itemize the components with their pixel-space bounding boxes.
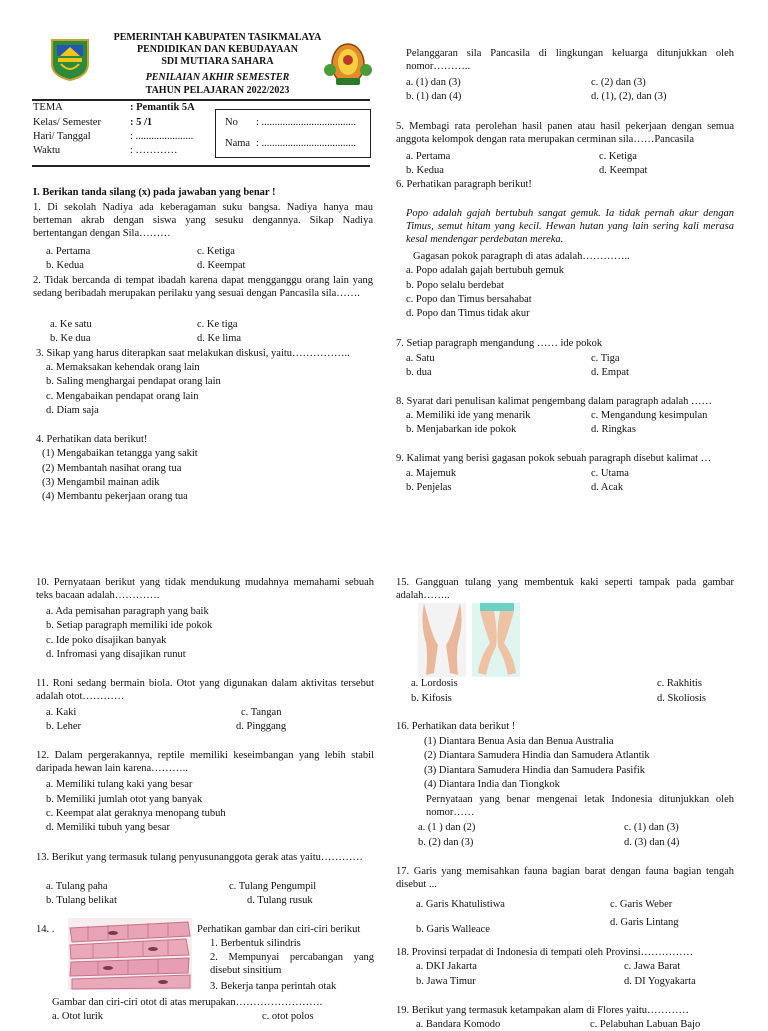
- q11-text: 11. Roni sedang bermain biola. Otot yang digunakan dalam aktivitas tersebut adalah otot…………: [36, 678, 374, 703]
- waktu-label: Waktu: [33, 145, 61, 156]
- q19-text: 19. Berikut yang termasuk ketampakan alam di Flores yaitu…………: [396, 1005, 690, 1016]
- q4-item-1: (1) Mengabaikan tetangga yang sakit: [42, 448, 198, 459]
- q5-option-c[interactable]: c. Ketiga: [599, 151, 637, 162]
- q15-option-b[interactable]: b. Kifosis: [411, 693, 452, 704]
- header-divider: [32, 99, 370, 101]
- q7-option-b[interactable]: b. dua: [406, 367, 432, 378]
- q6-subquestion: Gagasan pokok paragraph di atas adalah…………..: [413, 251, 630, 262]
- header-line-1: PEMERINTAH KABUPATEN TASIKMALAYA: [113, 32, 322, 43]
- q4-option-c[interactable]: c. (2) dan (3): [591, 77, 646, 88]
- q17-option-b[interactable]: b. Garis Walleace: [416, 924, 490, 935]
- q1-option-a[interactable]: a. Pertama: [46, 246, 91, 257]
- q6-option-d[interactable]: d. Popo dan Timus tidak akur: [406, 308, 530, 319]
- nama-label: Nama: [225, 138, 251, 149]
- q12-option-a[interactable]: a. Memiliki tulang kaki yang besar: [46, 779, 193, 790]
- q6-option-a[interactable]: a. Popo adalah gajah bertubuh gemuk: [406, 265, 565, 276]
- q16-item-2: (2) Diantara Samudera Hindia dan Samudera Atlantik: [424, 750, 650, 761]
- q9-option-a[interactable]: a. Majemuk: [406, 468, 457, 479]
- q9-option-b[interactable]: b. Penjelas: [406, 482, 452, 493]
- q19-option-a[interactable]: a. Bandara Komodo: [416, 1019, 501, 1030]
- q4-option-d[interactable]: d. (1), (2), dan (3): [591, 91, 667, 102]
- q4-option-b[interactable]: b. (1) dan (4): [406, 91, 462, 102]
- q16-item-1: (1) Diantara Benua Asia dan Benua Australia: [424, 736, 614, 747]
- q7-option-c[interactable]: c. Tiga: [591, 353, 620, 364]
- tema-value: : Pemantik 5A: [130, 102, 195, 113]
- q8-option-b[interactable]: b. Menjabarkan ide pokok: [406, 424, 517, 435]
- q2-option-d[interactable]: d. Ke lima: [197, 333, 242, 344]
- q3-option-a[interactable]: a. Memaksakan kehendak orang lain: [46, 362, 200, 373]
- q15-text: 15. Gangguan tulang yang membentuk kaki seperti tampak pada gambar adalah……..: [396, 577, 734, 602]
- q18-text: 18. Provinsi terpadat di Indonesia di tempati oleh Provinsi……………: [396, 947, 694, 958]
- q18-option-d[interactable]: d. DI Yogyakarta: [624, 976, 696, 987]
- q7-option-d[interactable]: d. Empat: [591, 367, 629, 378]
- q6-option-b[interactable]: b. Popo selalu berdebat: [406, 280, 504, 291]
- q16-option-d[interactable]: d. (3) dan (4): [624, 837, 680, 848]
- q17-option-c[interactable]: c. Garis Weber: [610, 899, 673, 910]
- q11-option-a[interactable]: a. Kaki: [46, 707, 77, 718]
- q9-text: 9. Kalimat yang berisi gagasan pokok sebuah paragraph disebut kalimat …: [396, 453, 712, 464]
- q14-subquestion: Gambar dan ciri-ciri otot di atas merupakan…………………….: [52, 997, 323, 1008]
- q14-option-a[interactable]: a. Otot lurik: [52, 1011, 104, 1022]
- q4-item-3: (3) Mengambil mainan adik: [42, 477, 160, 488]
- q18-option-a[interactable]: a. DKI Jakarta: [416, 961, 477, 972]
- info-divider: [32, 165, 370, 167]
- header-line-5: TAHUN PELAJARAN 2022/2023: [145, 85, 290, 96]
- q7-text: 7. Setiap paragraph mengandung …… ide pokok: [396, 338, 603, 349]
- q9-option-d[interactable]: d. Acak: [591, 482, 624, 493]
- q7-option-a[interactable]: a. Satu: [406, 353, 435, 364]
- q4-item-4: (4) Membantu pekerjaan orang tua: [42, 491, 188, 502]
- q16-text: 16. Perhatikan data berikut !: [396, 721, 516, 732]
- q5-option-b[interactable]: b. Kedua: [406, 165, 444, 176]
- no-field[interactable]: : ....................................: [256, 117, 357, 128]
- q13-option-d[interactable]: d. Tulang rusuk: [247, 895, 313, 906]
- q8-option-d[interactable]: d. Ringkas: [591, 424, 636, 435]
- q6-option-c[interactable]: c. Popo dan Timus bersahabat: [406, 294, 532, 305]
- q18-option-b[interactable]: b. Jawa Timur: [416, 976, 476, 987]
- q14-intro: Perhatikan gambar dan ciri-ciri berikut: [197, 924, 361, 935]
- q13-option-b[interactable]: b. Tulang belikat: [46, 895, 117, 906]
- q16-option-c[interactable]: c. (1) dan (3): [624, 822, 679, 833]
- q14-number: 14. .: [36, 924, 55, 935]
- q17-text: 17. Garis yang memisahkan fauna bagian barat dengan fauna bagian tengah disebut ...: [396, 866, 734, 891]
- q10-text: 10. Pernyataan berikut yang tidak mendukung mudahnya memahami sebuah teks bacaan adalah………….: [36, 577, 374, 602]
- kelas-value: : 5 /1: [130, 117, 153, 128]
- q12-option-c[interactable]: c. Keempat alat geraknya menopang tubuh: [46, 808, 226, 819]
- q10-option-a[interactable]: a. Ada pemisahan paragraph yang baik: [46, 606, 209, 617]
- q10-option-d[interactable]: d. Infromasi yang disajikan runut: [46, 649, 186, 660]
- q16-subquestion: Pernyataan yang benar mengenai letak Indonesia ditunjukkan oleh nomor……: [426, 794, 734, 819]
- q3-option-c[interactable]: c. Mengabaikan pendapat orang lain: [46, 391, 199, 402]
- q12-text: 12. Dalam pergerakannya, reptile memiliki keseimbangan yang lebih stabil daripada hewan lain karena………..: [36, 750, 374, 775]
- hari-label: Hari/ Tanggal: [33, 131, 91, 142]
- nama-field[interactable]: : ....................................: [256, 138, 357, 149]
- q11-option-b[interactable]: b. Leher: [46, 721, 81, 732]
- hari-value: : ......................: [130, 131, 194, 142]
- q2-option-a[interactable]: a. Ke satu: [50, 319, 92, 330]
- q18-option-c[interactable]: c. Jawa Barat: [624, 961, 681, 972]
- tema-label: TEMA: [33, 102, 63, 113]
- school-logo: [322, 40, 374, 91]
- q13-option-c[interactable]: c. Tulang Pengumpil: [229, 881, 317, 892]
- q16-option-a[interactable]: a. (1 ) dan (2): [418, 822, 476, 833]
- q13-text: 13. Berikut yang termasuk tulang penyusunanggota gerak atas yaitu…………: [36, 852, 363, 863]
- q8-option-c[interactable]: c. Mengandung kesimpulan: [591, 410, 708, 421]
- q15-option-c[interactable]: c. Rakhitis: [657, 678, 702, 689]
- q11-option-c[interactable]: c. Tangan: [241, 707, 282, 718]
- q16-option-b[interactable]: b. (2) dan (3): [418, 837, 474, 848]
- q15-option-a[interactable]: a. Lordosis: [411, 678, 458, 689]
- q1-option-d[interactable]: d. Keempat: [197, 260, 246, 271]
- district-logo: [48, 36, 92, 85]
- q10-option-c[interactable]: c. Ide poko disajikan banyak: [46, 635, 167, 646]
- q5-text: 5. Membagi rata perolehan hasil panen atau hasil pekerjaan dengan semua anggota kelompok dengan rata merupakan cerminan sila……Pancasila: [396, 121, 734, 146]
- q17-option-d[interactable]: d. Garis Lintang: [610, 917, 679, 928]
- q5-option-d[interactable]: d. Keempat: [599, 165, 648, 176]
- q15-option-d[interactable]: d. Skoliosis: [657, 693, 707, 704]
- header-line-4: PENILAIAN AKHIR SEMESTER: [145, 72, 290, 83]
- q4-item-2: (2) Membantah nasihat orang tua: [42, 463, 182, 474]
- q14-item-2: 2. Mempunyai percabangan yang disebut sinsitium: [210, 952, 374, 977]
- q4-option-a[interactable]: a. (1) dan (3): [406, 77, 461, 88]
- q6-paragraph: Popo adalah gajah bertubuh sangat gemuk. Ia tidak pernah akur dengan Timus, semut hitam yang kecil. Hewan hutan yang lain sering kali merasa kesal mendengar perdebatan mereka.: [406, 208, 734, 246]
- q8-option-a[interactable]: a. Memiliki ide yang menarik: [406, 410, 531, 421]
- legs-image: [418, 603, 520, 680]
- q2-text: 2. Tidak bercanda di tempat ibadah karena dapat mengganggu orang lain yang sedang beribadah merupakan perilaku yang sesuai dengan Pancasila sila…….: [33, 275, 373, 300]
- q14-item-1: 1. Berbentuk silindris: [210, 938, 301, 949]
- kelas-label: Kelas/ Semester: [33, 117, 101, 128]
- q17-option-a[interactable]: a. Garis Khatulistiwa: [416, 899, 505, 910]
- q12-option-b[interactable]: b. Memiliki jumlah otot yang banyak: [46, 794, 203, 805]
- q13-option-a[interactable]: a. Tulang paha: [46, 881, 108, 892]
- q12-option-d[interactable]: d. Memiliki tubuh yang besar: [46, 822, 170, 833]
- q1-option-b[interactable]: b. Kedua: [46, 260, 84, 271]
- q3-text: 3. Sikap yang harus diterapkan saat melakukan diskusi, yaitu……………..: [36, 348, 350, 359]
- q5-option-a[interactable]: a. Pertama: [406, 151, 451, 162]
- q19-option-c[interactable]: c. Pelabuhan Labuan Bajo: [590, 1019, 701, 1030]
- section-title: I. Berikan tanda silang (x) pada jawaban yang benar !: [33, 187, 276, 198]
- q9-option-c[interactable]: c. Utama: [591, 468, 629, 479]
- q1-text: 1. Di sekolah Nadiya ada keberagaman suku bangsa. Nadiya hanya mau berteman akrab dengan siswa yang sesuku dengannya. Sikap Nadiya bertentangan dengan Sila………: [33, 202, 373, 240]
- q11-option-d[interactable]: d. Pinggang: [236, 721, 287, 732]
- q10-option-b[interactable]: b. Setiap paragraph memiliki ide pokok: [46, 620, 213, 631]
- q6-text: 6. Perhatikan paragraph berikut!: [396, 179, 532, 190]
- q1-option-c[interactable]: c. Ketiga: [197, 246, 235, 257]
- header-line-2: PENDIDIKAN DAN KEBUDAYAAN: [137, 44, 298, 55]
- q4-cont-text: Pelanggaran sila Pancasila di lingkungan keluarga ditunjukkan oleh nomor………..: [406, 48, 734, 73]
- header-line-3: SDI MUTIARA SAHARA: [161, 56, 274, 67]
- waktu-value: : …………: [130, 145, 178, 156]
- q16-item-4: (4) Diantara India dan Tiongkok: [424, 779, 560, 790]
- no-label: No: [225, 117, 238, 128]
- muscle-image: [68, 918, 192, 993]
- q16-item-3: (3) Diantara Samudera Hindia dan Samudera Pasifik: [424, 765, 646, 776]
- q14-option-c[interactable]: c. otot polos: [262, 1011, 314, 1022]
- q3-option-b[interactable]: b. Saling menghargai pendapat orang lain: [46, 376, 221, 387]
- q3-option-d[interactable]: d. Diam saja: [46, 405, 99, 416]
- q8-text: 8. Syarat dari penulisan kalimat pengembang dalam paragraph adalah ……: [396, 396, 713, 407]
- q14-item-3: 3. Bekerja tanpa perintah otak: [210, 981, 337, 992]
- q2-option-b[interactable]: b. Ke dua: [50, 333, 91, 344]
- q4-text: 4. Perhatikan data berikut!: [36, 434, 148, 445]
- q2-option-c[interactable]: c. Ke tiga: [197, 319, 238, 330]
